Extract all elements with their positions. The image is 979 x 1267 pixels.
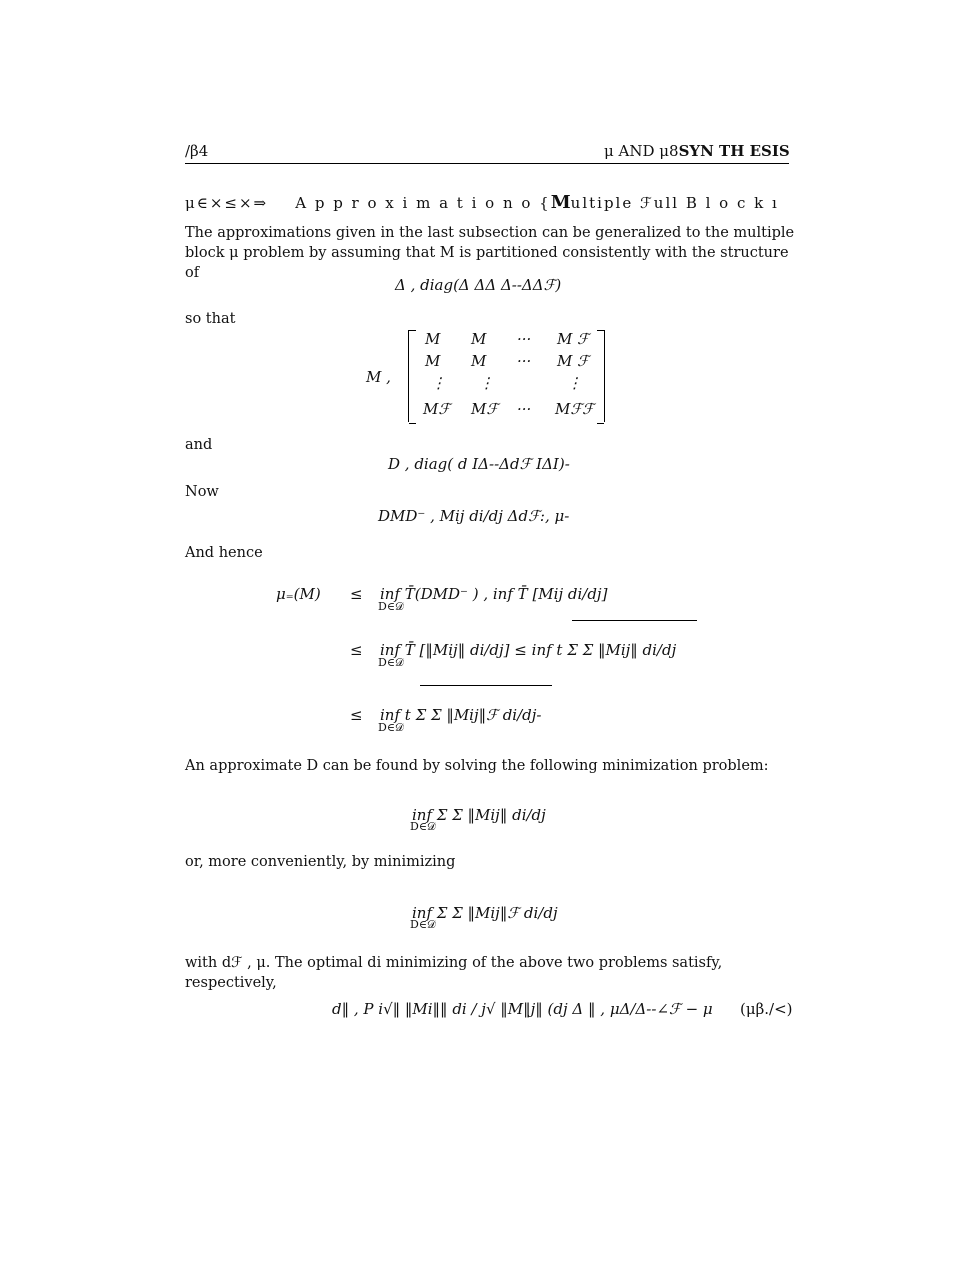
equation-number: (μβ./<)	[740, 1000, 793, 1018]
D-definition: D , diag( d IΔ--Δdℱ IΔI)-	[388, 455, 570, 473]
matrix-cell: Mℱ	[471, 400, 499, 418]
matrix-cell: Mℱℱ	[555, 400, 594, 418]
inequality-line-1: inf T̄(DMD⁻ ) , inf T̄ [Mij di/dj]	[380, 585, 608, 603]
section-title-big: M	[550, 192, 571, 213]
optimal-d-equation: d‖ , P i√‖ ‖Mi‖‖ di / j√ ‖M‖j‖ (dj Δ ‖ , μΔ/Δ--∠ℱ − μ	[332, 1000, 713, 1018]
running-title	[604, 142, 790, 160]
inf-subscript: D∈𝒟	[378, 600, 404, 613]
matrix-cell: M ℱ	[557, 330, 589, 348]
matrix-cell: M	[471, 330, 487, 348]
section-heading	[185, 192, 779, 213]
matrix-lhs: M ,	[366, 368, 391, 386]
delta-definition: Δ , diag(Δ ΔΔ Δ--ΔΔℱ)	[395, 276, 562, 294]
matrix-cell: ···	[517, 400, 532, 418]
sqrt-bar	[420, 685, 552, 686]
DMD-equation: DMD⁻ , Mij di/dj Δdℱ:, μ-	[378, 507, 570, 525]
matrix-cell: ···	[517, 352, 532, 370]
matrix-cell: ⋮	[479, 374, 494, 392]
matrix-cell: M ℱ	[557, 352, 589, 370]
inf-subscript: D∈𝒟	[410, 820, 436, 833]
inf-subscript: D∈𝒟	[378, 721, 404, 734]
matrix-cell: Mℱ	[423, 400, 451, 418]
intro-paragraph: The approximations given in the last subsection can be generalized to the multiple block μ problem by assuming that M is partitioned consistently with the structure of	[185, 225, 795, 281]
minimization-problem-2: inf Σ Σ ‖Mij‖ℱ di/dj	[412, 904, 558, 922]
M-matrix	[408, 330, 605, 422]
or-more-conveniently: or, more conveniently, by minimizing	[185, 854, 456, 870]
with-paragraph: with dℱ , μ. The optimal di minimizing of the above two problems satisfy, respectively,	[185, 955, 723, 991]
so-that-label: so that	[185, 311, 236, 327]
and-hence-label: And hence	[185, 545, 263, 561]
leq-symbol: ≤	[350, 641, 363, 659]
inequality-line-2: inf T̄ [‖Mij‖ di/dj] ≤ inf t Σ Σ ‖Mij‖ di/dj	[380, 641, 677, 659]
matrix-cell: M	[425, 352, 441, 370]
running-title-text: μ AND μ8	[604, 142, 679, 160]
header-rule	[185, 163, 789, 164]
now-label: Now	[185, 484, 219, 500]
matrix-cell: ···	[517, 330, 532, 348]
section-title: A p p r o x i m a t i o n o {	[295, 194, 551, 212]
inequality-line-3: inf t Σ Σ ‖Mij‖ℱ di/dj-	[380, 706, 542, 724]
section-number: μ∈×≤×⇒	[185, 194, 269, 212]
matrix-cell: ⋮	[431, 374, 446, 392]
matrix-cell: ⋮	[567, 374, 582, 392]
sqrt-bar	[572, 620, 697, 621]
inf-subscript: D∈𝒟	[410, 918, 436, 931]
leq-symbol: ≤	[350, 706, 363, 724]
approx-paragraph: An approximate D can be found by solving the following minimization problem:	[185, 758, 769, 774]
matrix-cell: M	[425, 330, 441, 348]
section-title-rest: ultiple ℱull B l o c k ı	[570, 194, 779, 212]
matrix-cell: M	[471, 352, 487, 370]
running-title-bold: SYN TH ESIS	[678, 142, 790, 160]
minimization-problem-1: inf Σ Σ ‖Mij‖ di/dj	[412, 806, 546, 824]
mu-lhs: μ₌(M)	[276, 585, 321, 603]
leq-symbol: ≤	[350, 585, 363, 603]
page-number: /β4	[185, 142, 209, 160]
and-label: and	[185, 437, 213, 453]
inf-subscript: D∈𝒟	[378, 656, 404, 669]
